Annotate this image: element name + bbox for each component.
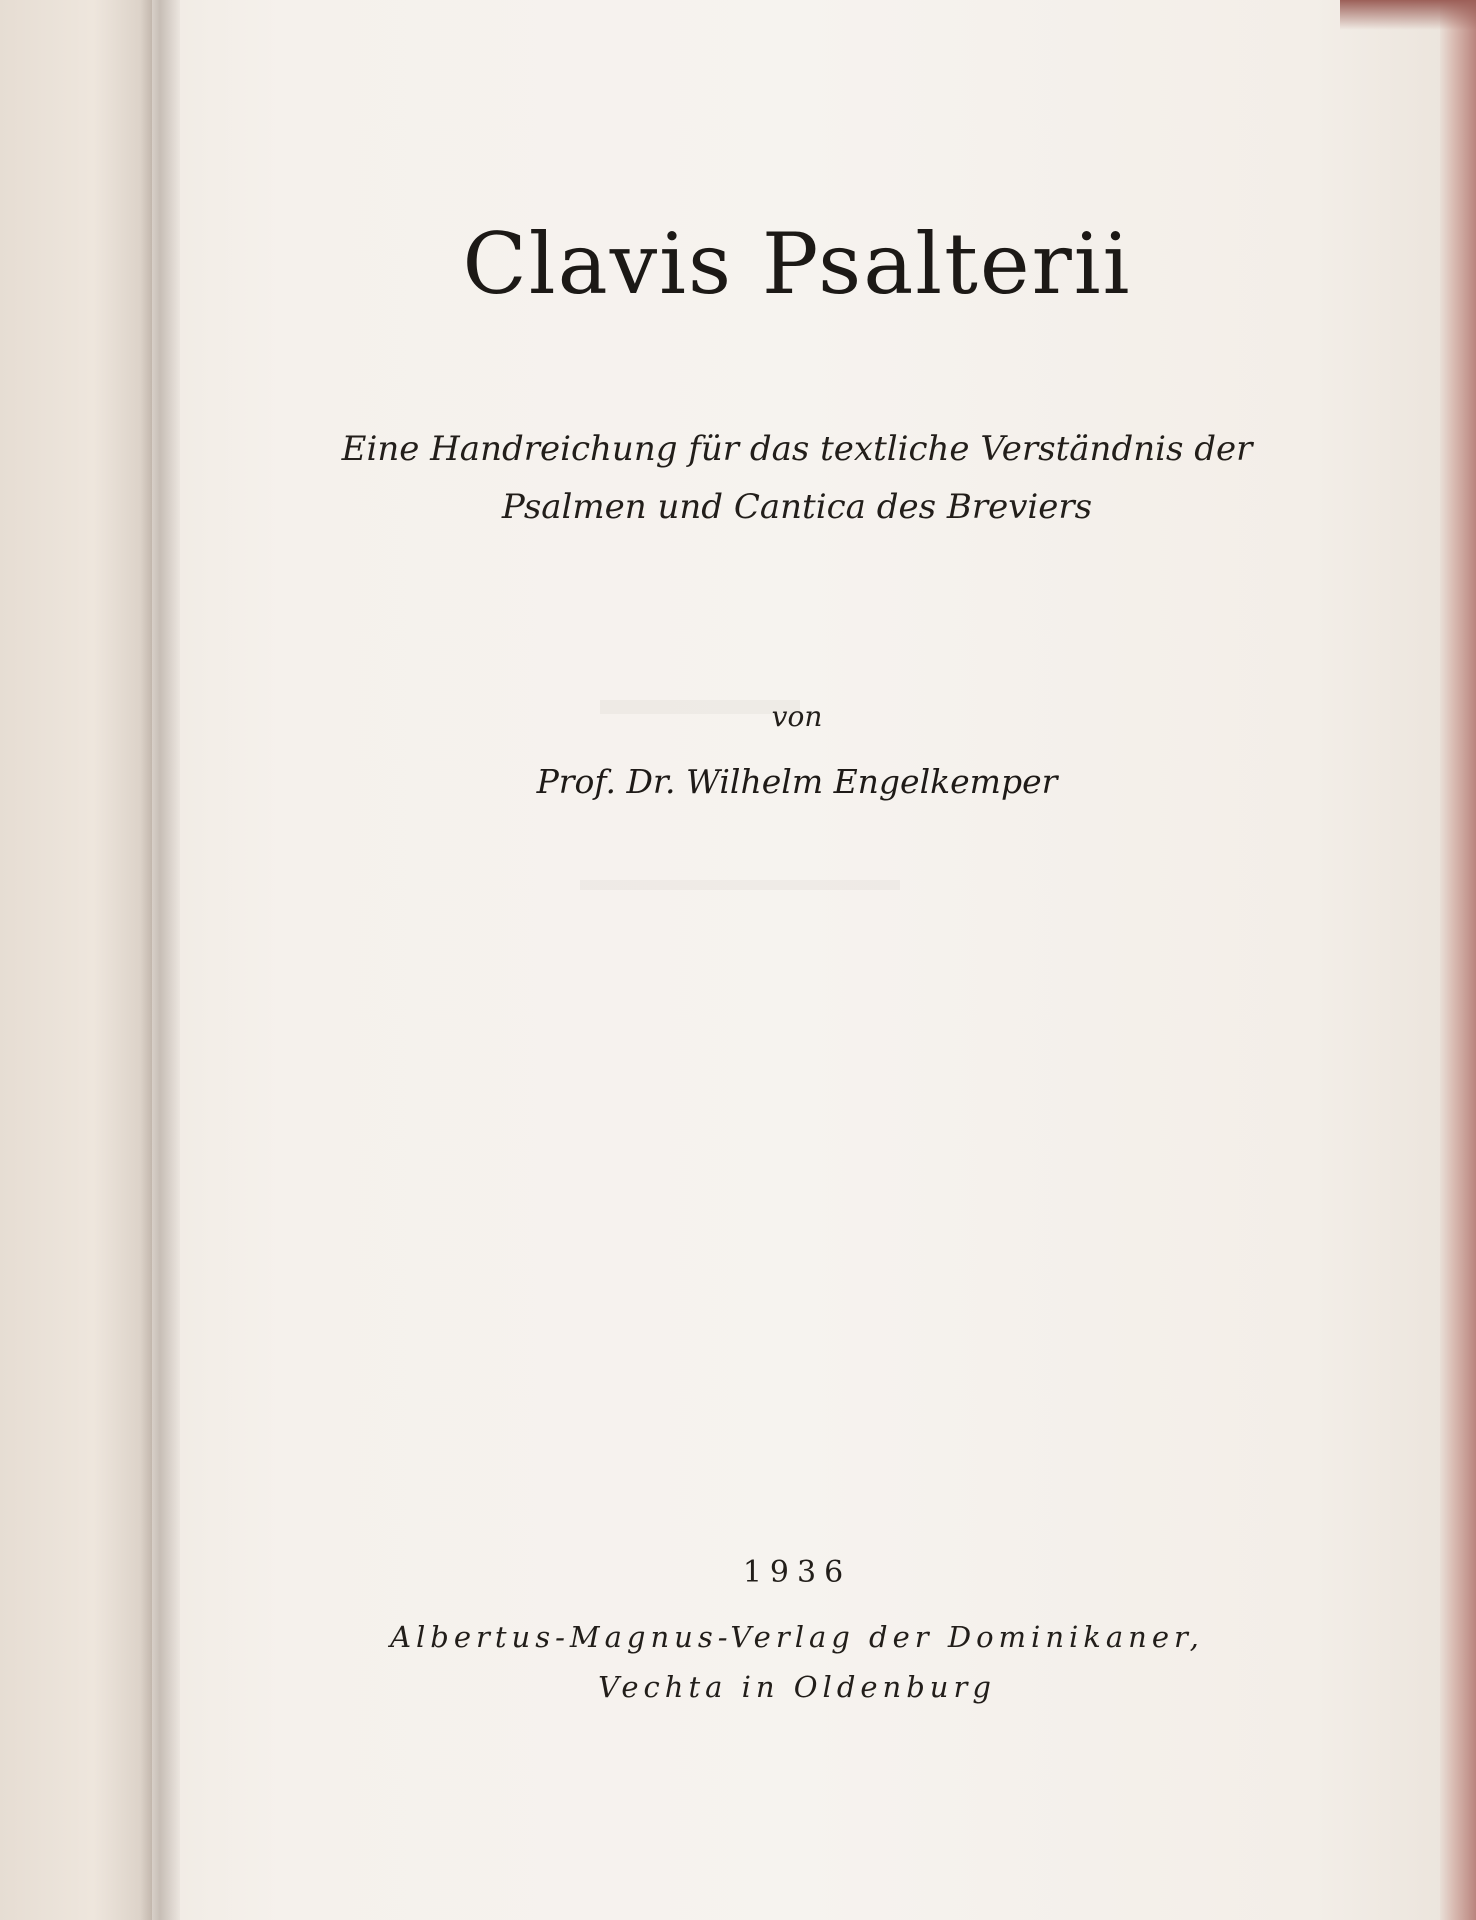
book-cover-edge [1440,0,1476,1920]
publisher-line-1: Albertus-Magnus-Verlag der Dominikaner, [390,1620,1204,1654]
publisher-imprint [152,1612,1442,1712]
publisher-line-2: Vechta in Oldenburg [598,1670,996,1704]
byline: von [771,700,823,733]
subtitle-line-1: Eine Handreichung für das textliche Verständnis der [341,429,1253,469]
subtitle-line-2: Psalmen und Cantica des Breviers [501,487,1093,527]
book-subtitle [152,420,1442,536]
show-through-mark [580,880,900,890]
publication-year: 1936 [742,1555,852,1590]
book-cover-corner [1340,0,1476,30]
author-name: Prof. Dr. Wilhelm Engelkemper [536,762,1058,801]
book-title: Clavis Psalterii [462,215,1132,313]
